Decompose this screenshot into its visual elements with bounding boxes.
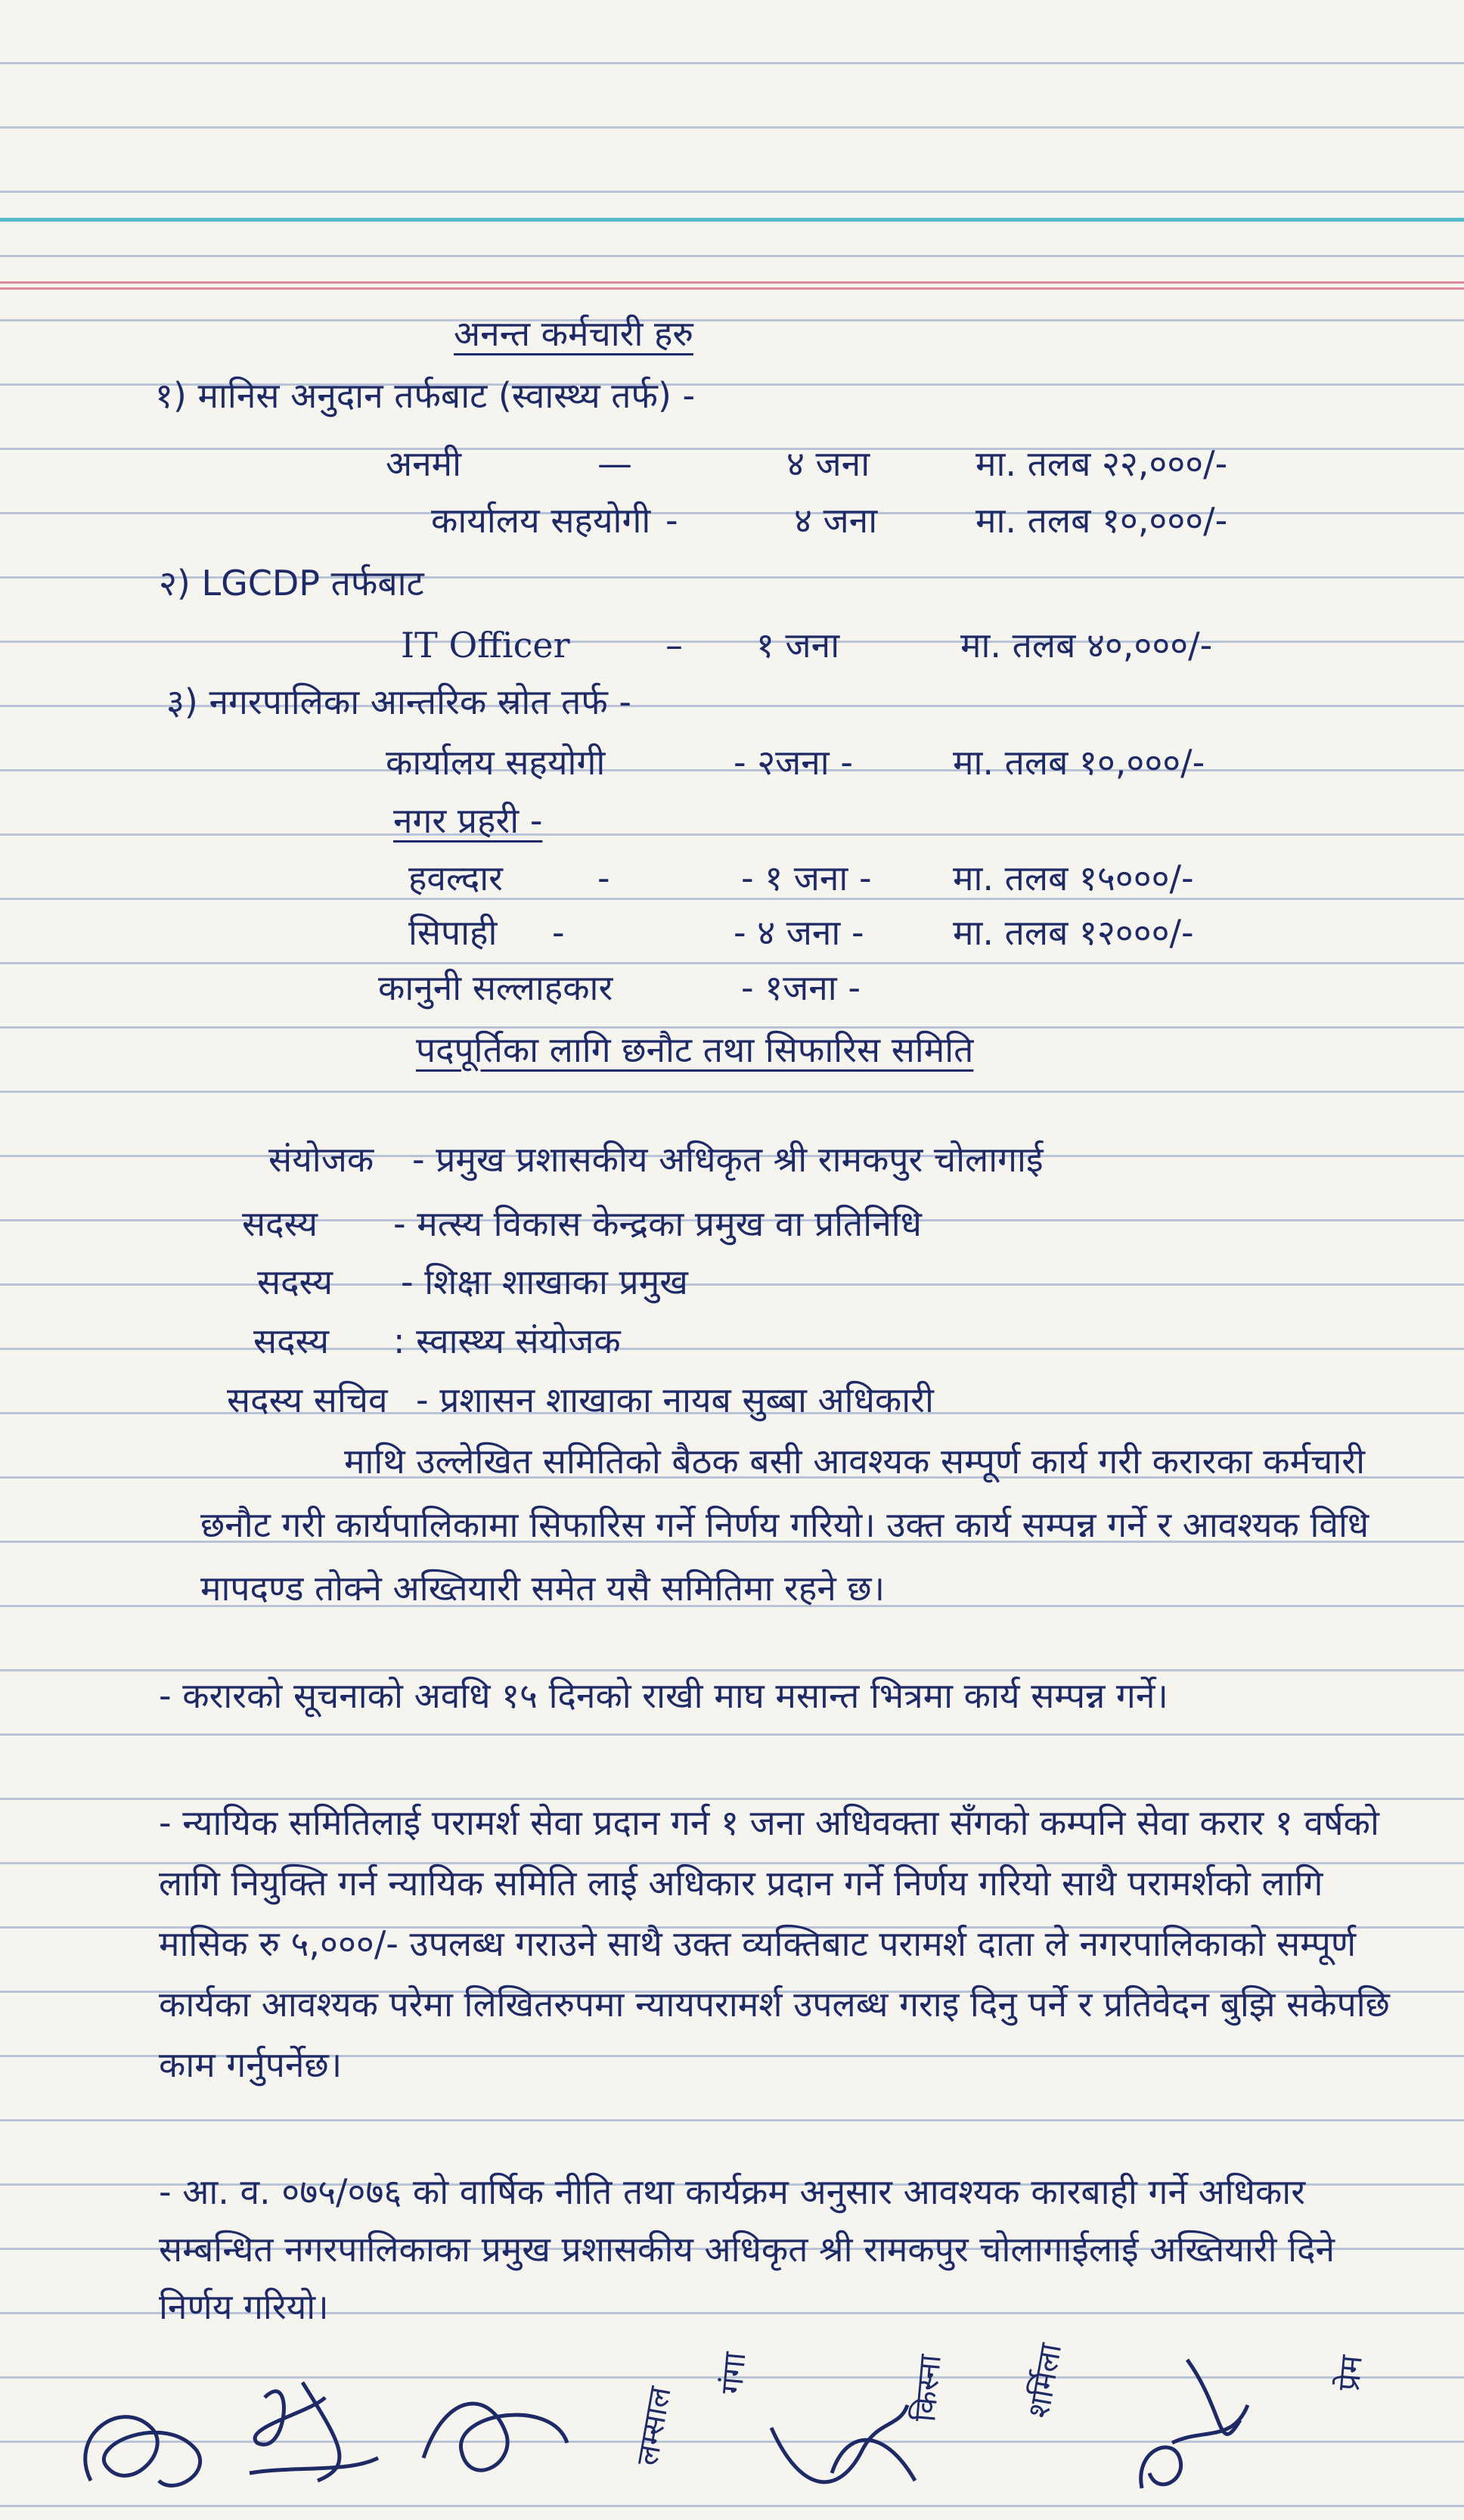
signature-1	[60, 2367, 227, 2511]
s3-row1-salary: मा. तलब १०,०००/-	[953, 742, 1205, 783]
s3-row3-post: सिपाही	[408, 912, 498, 953]
member3-role: सदस्य	[257, 1262, 333, 1302]
section3-title: ३) नगरपालिका आन्तरिक स्रोत तर्फ -	[166, 681, 632, 722]
s3-row1-count: - २जना -	[734, 742, 853, 783]
signature-5	[1112, 2329, 1263, 2503]
s3-row1-post: कार्यालय सहयोगी	[386, 742, 606, 783]
signature-name-2: गंगा	[714, 2351, 753, 2396]
s3-row2-post: हवल्दार	[408, 858, 503, 898]
s3-subtitle: नगर प्रहरी -	[393, 800, 543, 841]
page-heading: अनन्त कर्मचारी हरु	[454, 313, 693, 354]
s1-row1-count: ४ जना	[786, 443, 870, 484]
top-margin-pink-line	[0, 281, 1464, 284]
s1-row1-post: अनमी	[386, 443, 462, 484]
top-margin-cyan-line	[0, 218, 1464, 222]
signature-3	[401, 2367, 582, 2503]
s2-row1-count: १ जना	[756, 625, 840, 666]
committee-title: पदपूर्तिका लागि छनौट तथा सिफारिस समिति	[416, 1029, 974, 1070]
s3-row2-count: - १ जना -	[741, 858, 872, 898]
decision-2: - न्यायिक समितिलाई परामर्श सेवा प्रदान गर्न १ जना अधिवक्ता सँगको कम्पनि सेवा करार १ वर्षको लागि नियुक्ति गर्न न्यायिक समिति लाई अधिकार प्रदान गर्ने निर्णय गरियो साथै परामर्शको लागि मासिक रु ५,०००/- उपलब्ध गराउने साथै उक्त व्यक्तिबाट परामर्श दाता ले नगरपालिकाको सम्पूर्ण कार्यका आवश्यक परेमा लिखितरुपमा न्यायपरामर्श उपलब्ध गराइ दिनु पर्ने र प्रतिवेदन बुझि सकेपछि काम गर्नुपर्नेछ।	[159, 1802, 1390, 2085]
signature-name-5: प्रेम	[1331, 2354, 1369, 2392]
member2-role: सदस्य	[242, 1203, 318, 1244]
s3-row3-dash: -	[552, 912, 565, 953]
s2-row1-dash: –	[665, 625, 683, 666]
member4-name: : स्वास्थ्य संयोजक	[393, 1321, 621, 1361]
s3-row4-post: कानुनी सल्लाहकार	[378, 967, 613, 1008]
s3-row4-count: - १जना -	[741, 967, 861, 1008]
s3-row3-salary: मा. तलब १२०००/-	[953, 912, 1194, 953]
s1-row2-count: ४ जना	[794, 500, 878, 541]
member3-name: - शिक्षा शाखाका प्रमुख	[401, 1262, 688, 1302]
member5-role: सदस्य सचिव	[227, 1379, 388, 1420]
s1-row1-dash: —	[597, 443, 632, 484]
signature-2	[234, 2352, 386, 2503]
member4-role: सदस्य	[253, 1321, 330, 1361]
s1-row2-dash: -	[665, 500, 678, 541]
section1-title: १) मानिस अनुदान तर्फबाट (स्वास्थ्य तर्फ) -	[155, 375, 696, 416]
member5-name: - प्रशासन शाखाका नायब सुब्बा अधिकारी	[416, 1379, 934, 1420]
member2-name: - मत्स्य विकास केन्द्रका प्रमुख वा प्रतिनिधि	[393, 1203, 922, 1244]
member1-name: - प्रमुख प्रशासकीय अधिकृत श्री रामकपुर चोलागाई	[412, 1139, 1044, 1180]
s2-row1-salary: मा. तलब ४०,०००/-	[960, 625, 1213, 666]
s3-row2-dash: -	[597, 858, 610, 898]
s1-row2-salary: मा. तलब १०,०००/-	[975, 500, 1228, 541]
s1-row2-post: कार्यालय सहयोगी	[431, 500, 651, 541]
section2-title: २) LGCDP तर्फबाट	[159, 563, 424, 604]
s2-row1-post: IT Officer	[401, 625, 570, 666]
top-margin-pink-line-2	[0, 287, 1464, 290]
s3-row2-salary: मा. तलब १५०००/-	[953, 858, 1194, 898]
signature-name-4: शर्मिला	[1021, 2341, 1069, 2421]
s3-row3-count: - ४ जना -	[734, 912, 864, 953]
signature-name-3: किस्ना	[907, 2353, 948, 2424]
decision-1: - करारको सूचनाको अवधि १५ दिनको राखी माघ मसान्त भित्रमा कार्य सम्पन्न गर्ने।	[159, 1675, 1168, 1716]
signature-name-1: लम्साल	[630, 2384, 678, 2469]
s1-row1-salary: मा. तलब २२,०००/-	[975, 443, 1228, 484]
decision-3: - आ. व. ०७५/०७६ को वार्षिक नीति तथा कार्यक्रम अनुसार आवश्यक कारबाही गर्ने अधिकार सम्बन्धित नगरपालिकाका प्रमुख प्रशासकीय अधिकृत श्री रामकपुर चोलागाईलाई अख्तियारी दिने निर्णय गरियो।	[159, 2171, 1335, 2327]
committee-paragraph: माथि उल्लेखित समितिको बैठक बसी आवश्यक सम्पूर्ण कार्य गरी करारका कर्मचारी छनौट गरी कार्यपालिकामा सिफारिस गर्ने निर्णय गरियो। उक्त कार्य सम्पन्न गर्ने र आवश्यक विधि मापदण्ड तोक्ने अख्तियारी समेत यसै समितिमा रहने छ।	[200, 1441, 1369, 1609]
member1-role: संयोजक	[268, 1139, 374, 1180]
